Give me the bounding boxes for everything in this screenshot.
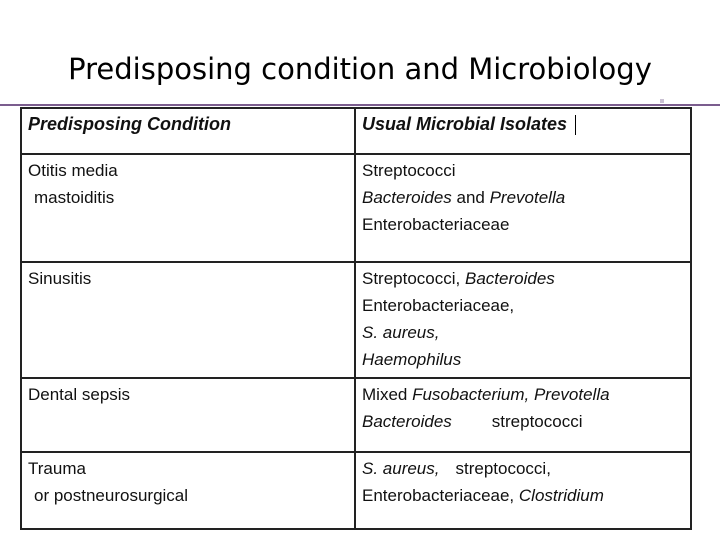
isolate-line xyxy=(362,455,684,482)
isolate-line: S. aureus, xyxy=(362,323,440,342)
isolate-line: Enterobacteriaceae, xyxy=(362,296,515,315)
isolate-plain: Enterobacteriaceae, xyxy=(362,486,519,505)
condition-line: Trauma xyxy=(28,459,86,478)
header-predisposing-condition: Predisposing Condition xyxy=(21,108,355,154)
isolates-cell xyxy=(355,378,691,452)
isolate-plain: Mixed xyxy=(362,385,413,404)
table-row xyxy=(21,452,691,529)
condition-line: Dental sepsis xyxy=(28,385,131,404)
isolate-italic: Prevotella xyxy=(489,188,566,207)
condition-cell xyxy=(21,378,355,452)
condition-cell xyxy=(21,154,355,262)
isolate-italic: Bacteroides xyxy=(362,412,452,431)
isolates-cell xyxy=(355,154,691,262)
condition-cell xyxy=(21,452,355,529)
isolate-line xyxy=(362,408,684,435)
isolate-italic: S. aureus, xyxy=(362,459,440,478)
condition-line: Otitis media xyxy=(28,161,118,180)
isolate-line xyxy=(362,265,684,292)
condition-cell xyxy=(21,262,355,378)
table-row xyxy=(21,378,691,452)
isolate-line: Haemophilus xyxy=(362,350,462,369)
isolates-cell xyxy=(355,452,691,529)
table-header-row xyxy=(21,108,691,154)
text-cursor xyxy=(575,115,576,135)
table-row xyxy=(21,154,691,262)
microbiology-table xyxy=(20,107,692,530)
divider-accent xyxy=(660,99,664,103)
isolate-plain: streptococci, xyxy=(455,459,551,478)
isolate-line xyxy=(362,184,684,211)
isolate-plain: Streptococci, xyxy=(362,269,465,288)
condition-line: mastoiditis xyxy=(34,188,115,207)
isolate-italic: Clostridium xyxy=(518,486,604,505)
slide-title: Predisposing condition and Microbiology xyxy=(68,52,652,86)
isolate-italic: Bacteroides xyxy=(465,269,555,288)
isolate-italic: Bacteroides xyxy=(362,188,452,207)
isolate-plain: and xyxy=(451,188,490,207)
header-usual-microbial-isolates: Usual Microbial Isolates xyxy=(355,108,691,154)
condition-line: Sinusitis xyxy=(28,269,92,288)
isolate-line: Enterobacteriaceae xyxy=(362,215,510,234)
isolates-cell xyxy=(355,262,691,378)
table-row xyxy=(21,262,691,378)
isolate-italic: Fusobacterium, Prevotella xyxy=(412,385,610,404)
isolate-line xyxy=(362,482,684,509)
title-divider xyxy=(0,104,720,106)
isolate-plain: streptococci xyxy=(491,412,583,431)
isolate-line xyxy=(362,381,684,408)
isolate-line: Streptococci xyxy=(362,161,456,180)
condition-line: or postneurosurgical xyxy=(34,486,189,505)
